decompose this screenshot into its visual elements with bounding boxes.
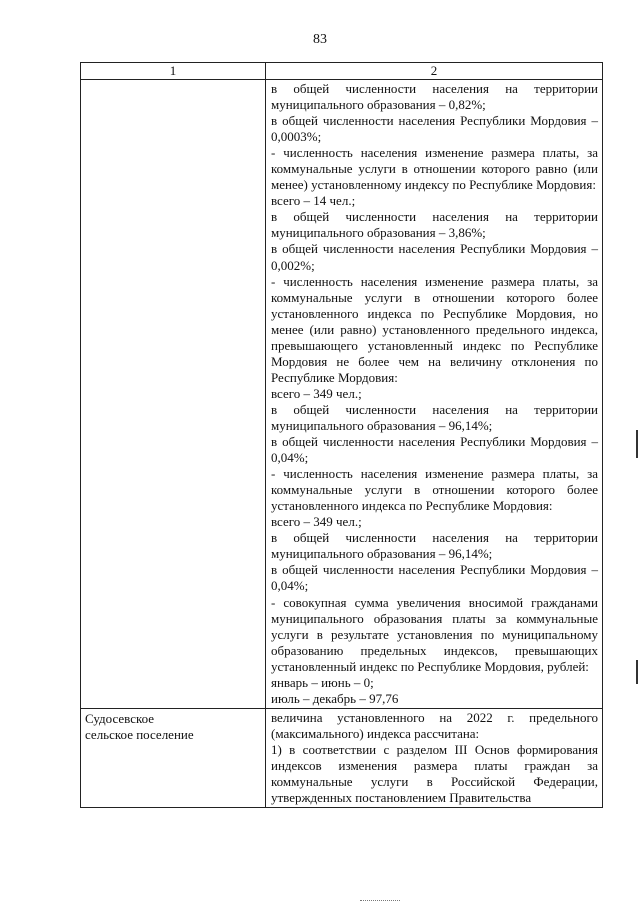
paragraph: - совокупная сумма увеличения вносимой гражданами муниципального образования платы за коммунальные услуги в результате установления по муниципальному образованию предельных индексов, превышающих установленный индекс по Республике Мордовия, рублей:	[271, 594, 598, 674]
paragraph: - численность населения изменение размера платы, за коммунальные услуги в отношении которого более установленного индекса по Республике Мордовия, но менее (или равно) установленного предельного индекса, превышающего установленный индекс по Республике Мордовия не более чем на величину отклонения по Республике Мордовия:	[271, 273, 598, 385]
paragraph: в общей численности населения на территории муниципального образования – 96,14%;	[271, 530, 598, 562]
row2-left-cell	[81, 708, 266, 807]
table-row	[81, 708, 603, 807]
paragraph: величина установленного на 2022 г. предельного (максимального) индекса рассчитана:	[271, 709, 598, 741]
paragraph: всего – 349 чел.;	[271, 514, 362, 530]
paragraph: всего – 349 чел.;	[271, 385, 362, 401]
paragraph: в общей численности населения на территории муниципального образования – 0,82%;	[271, 81, 598, 113]
column-header-1: 1	[81, 63, 266, 80]
paragraph: 1) в соответствии с разделом III Основ формирования индексов изменения размера платы граждан за коммунальные услуги в Российской Федерации, утвержденных постановлением Правительства	[271, 741, 598, 806]
table-header-row	[81, 63, 603, 80]
paragraph: - численность населения изменение размера платы, за коммунальные услуги в отношении которого более установленного индекса по Республике Мордовия:	[271, 466, 598, 514]
column-header-2: 2	[266, 63, 603, 80]
municipality-name: Судосевское	[85, 710, 155, 726]
row1-right-cell	[266, 80, 603, 709]
municipality-type: сельское поселение	[85, 726, 194, 742]
paragraph: в общей численности населения Республики Мордовия – 0,04%;	[271, 562, 598, 594]
paragraph: всего – 14 чел.;	[271, 193, 356, 209]
scan-edge-mark	[636, 430, 638, 458]
row1-left-cell	[81, 80, 266, 709]
paragraph: в общей численности населения Республики Мордовия – 0,04%;	[271, 434, 598, 466]
paragraph: в общей численности населения на территории муниципального образования – 3,86%;	[271, 209, 598, 241]
row2-right-cell	[266, 708, 603, 807]
paragraph: в общей численности населения на территории муниципального образования – 96,14%;	[271, 401, 598, 433]
paragraph: - численность населения изменение размера платы, за коммунальные услуги в отношении которого равно (или менее) установленному индексу по Республике Мордовия:	[271, 145, 598, 193]
scan-edge-mark	[636, 660, 638, 684]
table-row	[81, 80, 603, 709]
scan-bottom-mark	[360, 900, 400, 901]
document-table	[80, 62, 603, 808]
paragraph: в общей численности населения Республики Мордовия – 0,0003%;	[271, 113, 598, 145]
page-number: 83	[313, 32, 327, 47]
paragraph: июль – декабрь – 97,76	[271, 690, 399, 706]
paragraph: в общей численности населения Республики Мордовия – 0,002%;	[271, 241, 598, 273]
paragraph: январь – июнь – 0;	[271, 674, 374, 690]
